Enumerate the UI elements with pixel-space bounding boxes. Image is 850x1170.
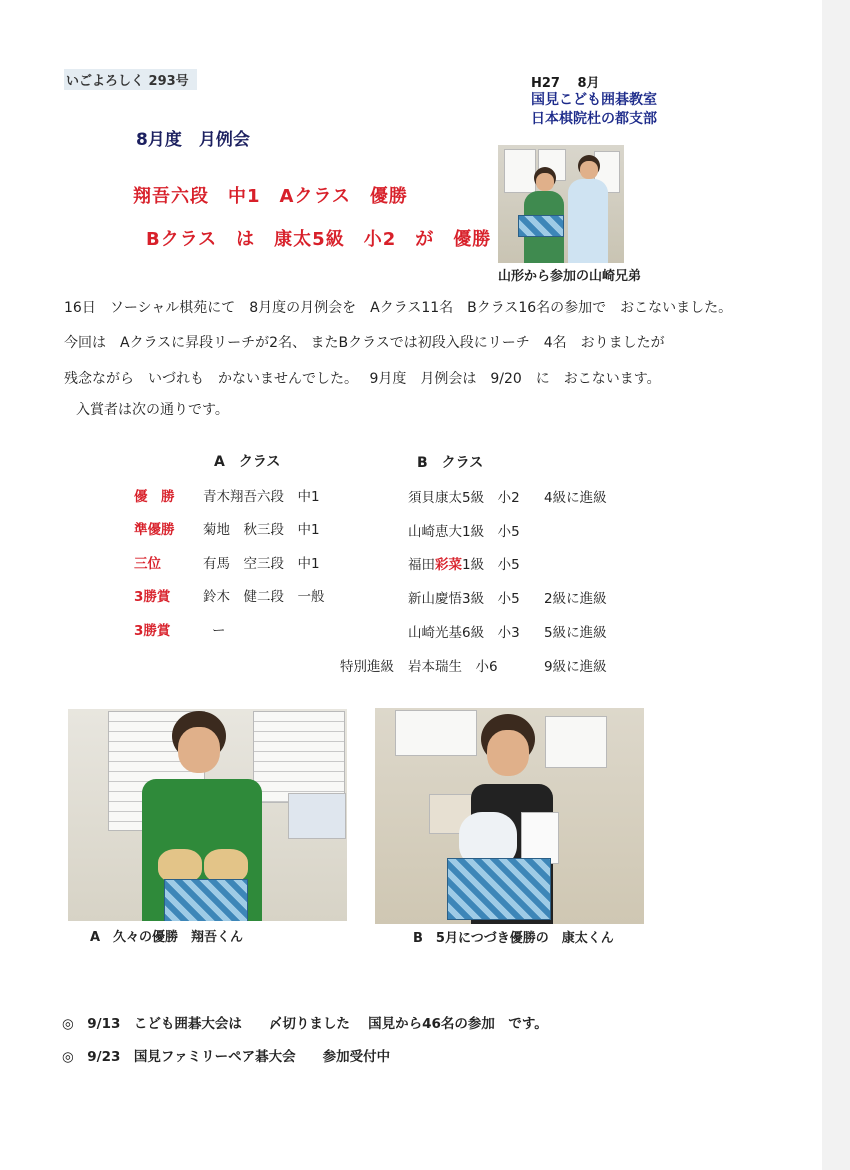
a-class-winner: 青木翔吾六段 中1: [203, 489, 320, 505]
body-line-3: 残念ながら いづれも かないませんでした。 9月度 月例会は 9/20 に おこないます。: [64, 371, 661, 387]
special-winner: 岩本瑞生 小6: [408, 659, 498, 675]
award-label: 3勝賞: [134, 623, 171, 639]
award-label: 準優勝: [134, 522, 175, 538]
winner-a-photo: [68, 709, 347, 921]
body-line-1: 16日 ソーシャル棋苑にて 8月度の月例会を Aクラス11名 Bクラス16名の参加で おこないました。: [64, 300, 733, 316]
award-label: 優 勝: [134, 489, 175, 505]
a-class-winner: 菊地 秋三段 中1: [203, 522, 320, 538]
headline-a-class: 翔吾六段 中1 Aクラス 優勝: [133, 186, 408, 207]
promotion: 9級に進級: [544, 659, 607, 675]
body-line-2: 今回は Aクラスに昇段リーチが2名、 またBクラスでは初段入段にリーチ 4名 おりましたが: [64, 335, 665, 351]
brothers-photo: [498, 145, 624, 263]
body-line-4: 入賞者は次の通りです。: [76, 402, 229, 418]
b-class-winner: 福田彩菜1級 小5: [408, 557, 520, 573]
a-class-winner: 有馬 空三段 中1: [203, 556, 320, 572]
promotion: 2級に進級: [544, 591, 607, 607]
b-class-header: B クラス: [417, 455, 484, 471]
photo-b-caption: B 5月につづき優勝の 康太くん: [413, 931, 614, 946]
issue-date: H27 8月: [531, 76, 600, 91]
b-class-winner: 山崎光基6級 小3: [408, 625, 520, 641]
promotion: 4級に進級: [544, 490, 607, 506]
photo-a-caption: A 久々の優勝 翔吾くん: [90, 930, 244, 945]
page-title: 8月度 月例会: [136, 130, 250, 150]
note-tournament: ◎ 9/13 こども囲碁大会は 〆切りました 国見から46名の参加 です。: [62, 1016, 548, 1032]
org-name-1: 国見こども囲碁教室: [531, 92, 657, 108]
a-class-winner: ー: [212, 623, 226, 639]
a-class-header: A クラス: [214, 454, 281, 470]
note-pair-go: ◎ 9/23 国見ファミリーペア碁大会 参加受付中: [62, 1049, 391, 1065]
newsletter-number: いごよろしく 293号: [64, 69, 197, 90]
highlighted-name: 彩菜: [435, 557, 462, 573]
b-class-winner: 須貝康太5級 小2: [408, 490, 520, 506]
promotion: 5級に進級: [544, 625, 607, 641]
b-class-winner: 新山慶悟3級 小5: [408, 591, 520, 607]
winner-b-photo: [375, 708, 644, 924]
page-edge: [822, 0, 850, 1170]
headline-b-class: Bクラス は 康太5級 小2 が 優勝: [146, 229, 492, 250]
award-label: 3勝賞: [134, 589, 171, 605]
a-class-winner: 鈴木 健二段 一般: [203, 589, 325, 605]
b-class-winner: 山崎恵大1級 小5: [408, 524, 520, 540]
award-label: 三位: [134, 556, 161, 572]
org-name-2: 日本棋院杜の都支部: [531, 111, 657, 127]
brothers-caption: 山形から参加の山崎兄弟: [498, 269, 642, 284]
special-label: 特別進級: [340, 659, 394, 675]
